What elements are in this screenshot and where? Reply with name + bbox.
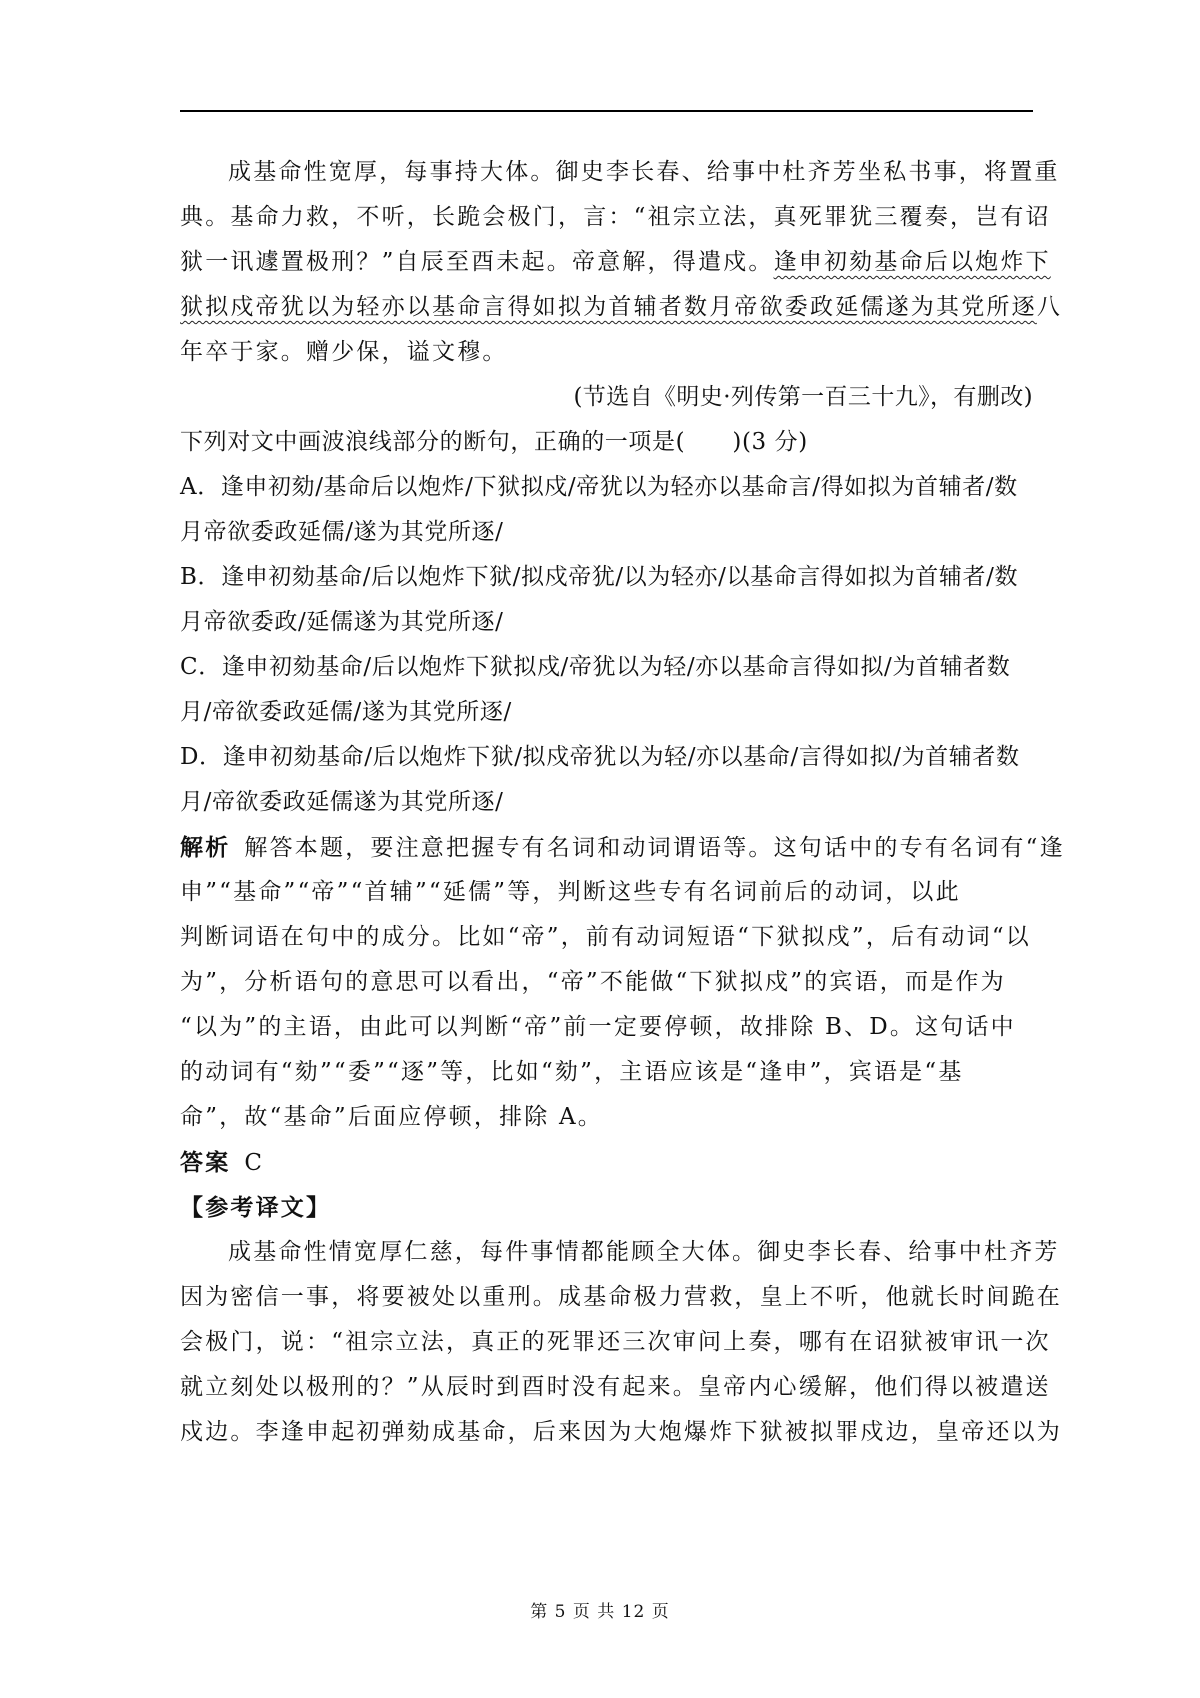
passage-line [180,240,1051,285]
question [180,420,1033,825]
analysis-line: 申”“基命”“帝”“首辅”“延儒”等，判断这些专有名词前后的动词，以此 [180,879,961,905]
question-stem: 下列对文中画波浪线部分的断句，正确的一项是( )(3 分) [180,429,808,455]
option-c-line: C．逢申初劾基命/后以炮炸下狱拟戍/帝犹以为轻/亦以基命言得如拟/为首辅者数 [180,654,1011,680]
passage [180,150,1063,420]
option-b-line: 月帝欲委政/延儒遂为其党所逐/ [180,609,504,635]
analysis-line: “以为”的主语，由此可以判断“帝”前一定要停顿，故排除 B、D。这句话中 [180,1014,1016,1040]
passage-line: 成基命性宽厚，每事持大体。御史李长春、给事中杜齐芳坐私书事，将置重 [228,159,1060,185]
option-c-line: 月/帝欲委政延儒/遂为其党所逐/ [180,699,512,725]
passage-line: 年卒于家。赠少保，谥文穆。 [180,339,508,365]
analysis-text: 解答本题，要注意把握专有名词和动词谓语等。这句话中的专有名词有“逢 [244,835,1065,861]
translation [180,1185,1062,1455]
translation-line: 因为密信一事，将要被处以重刑。成基命极力营救，皇上不听，他就长时间跪在 [180,1284,1062,1310]
analysis-line [180,825,1065,870]
option-a-line: 月帝欲委政延儒/遂为其党所逐/ [180,519,504,545]
passage-line [180,285,1063,330]
translation-line: 就立刻处以极刑的？”从辰时到酉时没有起来。皇帝内心缓解，他们得以被遣送 [180,1374,1051,1400]
answer-label: 答案 [180,1149,231,1176]
analysis-line: 判断词语在句中的成分。比如“帝”，前有动词短语“下狱拟戍”，后有动词“以 [180,924,1031,950]
header-rule [180,110,1033,112]
analysis-line: 为”，分析语句的意思可以看出，“帝”不能做“下狱拟戍”的宾语，而是作为 [180,969,1006,995]
translation-line: 会极门，说：“祖宗立法，真正的死罪还三次审问上奏，哪有在诏狱被审讯一次 [180,1329,1051,1355]
passage-text: 八 [1036,294,1063,320]
analysis-label: 解析 [180,834,231,861]
option-d-line: 月/帝欲委政延儒遂为其党所逐/ [180,789,504,815]
passage-text: 狱一讯遽置极刑？”自辰至酉未起。帝意解，得遣戍。 [180,249,774,275]
answer [180,1140,1033,1185]
translation-line: 成基命性情宽厚仁慈，每件事情都能顾全大体。御史李长春、给事中杜齐芳 [228,1239,1060,1265]
option-a-line: A．逢申初劾/基命后以炮炸/下狱拟戍/帝犹以为轻亦以基命言/得如拟为首辅者/数 [180,474,1018,500]
option-b-line: B．逢申初劾基命/后以炮炸下狱/拟戍帝犹/以为轻亦/以基命言得如拟为首辅者/数 [180,564,1019,590]
page-content [180,150,1065,1455]
translation-heading: 【参考译文】 [180,1194,332,1221]
passage-source: (节选自《明史·列传第一百三十九》，有删改) [573,384,1033,410]
wavy-underlined-text: 逢申初劾基命后以炮炸下 [773,249,1051,275]
option-d-line: D．逢申初劾基命/后以炮炸下狱/拟戍帝犹以为轻/亦以基命/言得如拟/为首辅者数 [180,744,1020,770]
passage-line: 典。基命力救，不听，长跪会极门，言：“祖宗立法，真死罪犹三覆奏，岂有诏 [180,204,1051,230]
analysis-line: 命”，故“基命”后面应停顿，排除 A。 [180,1104,603,1130]
analysis [180,825,1065,1140]
translation-line: 戍边。李逢申起初弹劾成基命，后来因为大炮爆炸下狱被拟罪戍边，皇帝还以为 [180,1419,1062,1445]
analysis-line: 的动词有“劾”“委”“逐”等，比如“劾”，主语应该是“逢申”，宾语是“基 [180,1059,964,1085]
page-number: 第 5 页 共 12 页 [530,1602,670,1622]
answer-value: C [244,1150,265,1176]
wavy-underlined-text: 狱拟戍帝犹以为轻亦以基命言得如拟为首辅者数月帝欲委政延儒遂为其党所逐 [180,294,1037,320]
